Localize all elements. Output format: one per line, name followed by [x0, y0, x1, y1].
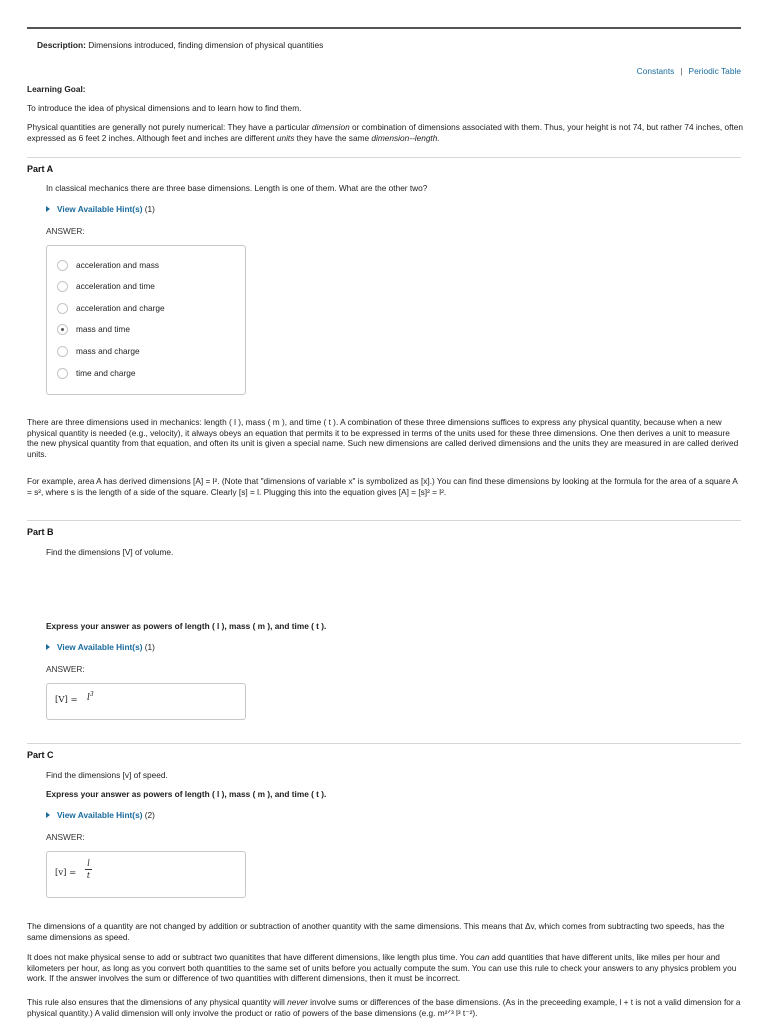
part-b-answer-lhs: [V] = [55, 695, 78, 705]
part-a-hint-label: View Available Hint(s) [57, 204, 143, 214]
resource-links [637, 66, 741, 76]
closing-em-can: can [476, 952, 490, 962]
radio-button[interactable] [57, 303, 68, 314]
part-a-title: Part A [27, 164, 54, 174]
triangle-right-icon [46, 812, 50, 818]
part-c-hint-label: View Available Hint(s) [57, 810, 143, 820]
part-b-question: Find the dimensions [V] of volume. [46, 547, 174, 557]
part-c-answer-fraction [85, 858, 92, 881]
choice-label: time and charge [76, 368, 136, 378]
closing-text-2: add quantities that have different units, like miles per hour and kilometers per hour, as long as you convert both quantities to the same set of units before you actually compute the sum. You can use this rule to check your answers to any physics problem you work. If the answer involves the sum or difference of two quantities with different dimensions, then it must be incorrect. [27, 952, 737, 983]
choice-mass-time[interactable] [57, 322, 130, 336]
intro-em-dimension: dimension [311, 122, 350, 132]
part-b-title: Part B [27, 527, 54, 537]
part-a-hint-toggle[interactable] [46, 204, 155, 214]
intro-text-3: they have the same [294, 132, 372, 143]
divider [27, 520, 741, 521]
part-c-question: Find the dimensions [v] of speed. [46, 770, 168, 780]
radio-button[interactable] [57, 368, 68, 379]
part-c-answer-label: ANSWER: [46, 832, 85, 842]
choice-acceleration-time[interactable] [57, 279, 155, 293]
choice-mass-charge[interactable] [57, 344, 140, 358]
radio-button[interactable] [57, 346, 68, 357]
part-a-choices [46, 245, 246, 395]
choice-label: acceleration and charge [76, 303, 165, 313]
choice-label: mass and time [76, 324, 130, 334]
choice-acceleration-charge[interactable] [57, 301, 165, 315]
part-b-hint-count: (1) [144, 642, 155, 652]
part-a-answer-label: ANSWER: [46, 226, 85, 236]
intro-em-units: units [276, 132, 295, 143]
triangle-right-icon [46, 644, 50, 650]
part-a-question: In classical mechanics there are three base dimensions. Length is one of them. What are the other two? [46, 183, 428, 193]
learning-goal-text: To introduce the idea of physical dimensions and to learn how to find them. [27, 103, 302, 113]
fraction-numerator: l [87, 859, 90, 868]
part-a-hint-count: (1) [144, 204, 155, 214]
part-b-answer-field[interactable] [46, 683, 246, 720]
choice-label: acceleration and mass [76, 260, 160, 270]
description-label: Description: [37, 40, 86, 50]
closing-text-1: It does not make physical sense to add or subtract two quanitites that have different dimensions, like length plus time. You [27, 952, 477, 962]
part-c-title: Part C [27, 750, 54, 760]
choice-acceleration-mass[interactable] [57, 258, 159, 272]
closing-em-never: never [287, 997, 308, 1007]
intro-text-1: Physical quantities are generally not purely numerical: They have a particular [27, 122, 312, 132]
part-b-instructions: Express your answer as powers of length ( l ), mass ( m ), and time ( t ). [46, 621, 327, 631]
fraction-denominator: t [86, 871, 91, 880]
closing-paragraph-1: The dimensions of a quantity are not changed by addition or subtraction of another quantity with the same dimensions. This means that Δv, which comes from subtracting two speeds, has the same dimensions as speed. [27, 921, 725, 942]
part-c-hint-count: (2) [144, 810, 155, 820]
radio-button-selected[interactable] [57, 324, 68, 335]
choice-label: acceleration and time [76, 281, 155, 291]
answer-base: l [87, 693, 90, 703]
answer-exponent: 3 [89, 691, 94, 698]
intro-text-2: or combination of dimensions associated with them. Thus, your height is not 74, but rather 74 inches, often expressed as 6 feet 2 inches. Although feet and inches are different [27, 122, 743, 143]
divider [27, 157, 741, 158]
radio-button[interactable] [57, 281, 68, 292]
top-divider [27, 27, 741, 29]
periodic-table-link[interactable]: Periodic Table [688, 66, 741, 76]
part-c-instructions: Express your answer as powers of length ( l ), mass ( m ), and time ( t ). [46, 789, 327, 799]
intro-paragraph [27, 122, 743, 143]
closing-paragraph-3 [27, 997, 743, 1018]
choice-label: mass and charge [76, 346, 140, 356]
description-text: Dimensions introduced, finding dimension of physical quantities [85, 40, 324, 50]
part-b-hint-toggle[interactable] [46, 642, 155, 652]
triangle-right-icon [46, 206, 50, 212]
choice-time-charge[interactable] [57, 366, 136, 380]
part-a-explanation-2: For example, area A has derived dimensions [A] = l². (Note that "dimensions of variable x" is symbolized as [x].) You can find these dimensions by looking at the formula for the area of a square A = s², where s is the length of a side of the square. Clearly [s] = l. Plugging this into the equation gives [A] = [s]² = l². [27, 476, 738, 497]
part-c-hint-toggle[interactable] [46, 810, 155, 820]
link-separator: | [680, 66, 683, 76]
part-b-answer-label: ANSWER: [46, 664, 85, 674]
closing-paragraph-2 [27, 952, 743, 984]
closing-text-3: This rule also ensures that the dimensions of any physical quantity will [27, 997, 288, 1007]
intro-em-length: dimension--length. [371, 132, 440, 143]
description [37, 40, 323, 50]
divider [27, 743, 741, 744]
closing-text-4: involve sums or differences of the base dimensions. (As in the preceeding example, l + t is not a valid dimension for a physical quantity.) A valid dimension will only involve the product or ratio of powers of the base dimensions (e.g. m²ᐟ³ l³ t⁻²). [27, 997, 741, 1018]
constants-link[interactable]: Constants [636, 66, 675, 76]
radio-button[interactable] [57, 260, 68, 271]
part-a-explanation-1: There are three dimensions used in mechanics: length ( l ), mass ( m ), and time ( t ). A combination of these three dimensions suffices to express any physical quantity, because when a new physical quantity is needed (e.g., velocity), it always obeys an equation that permits it to be expressed in terms of the units used for these three dimensions. One then derives a unit to measure the new physical quantity from that equation, and often its unit is given a special name. Such new dimensions are called derived dimensions and the units they are measured in are called derived units. [27, 417, 739, 459]
part-b-hint-label: View Available Hint(s) [57, 642, 143, 652]
part-c-answer-lhs: [v] = [55, 868, 77, 878]
part-b-answer-value [87, 691, 94, 703]
part-c-answer-field[interactable] [46, 851, 246, 898]
learning-goal-heading: Learning Goal: [27, 84, 86, 94]
